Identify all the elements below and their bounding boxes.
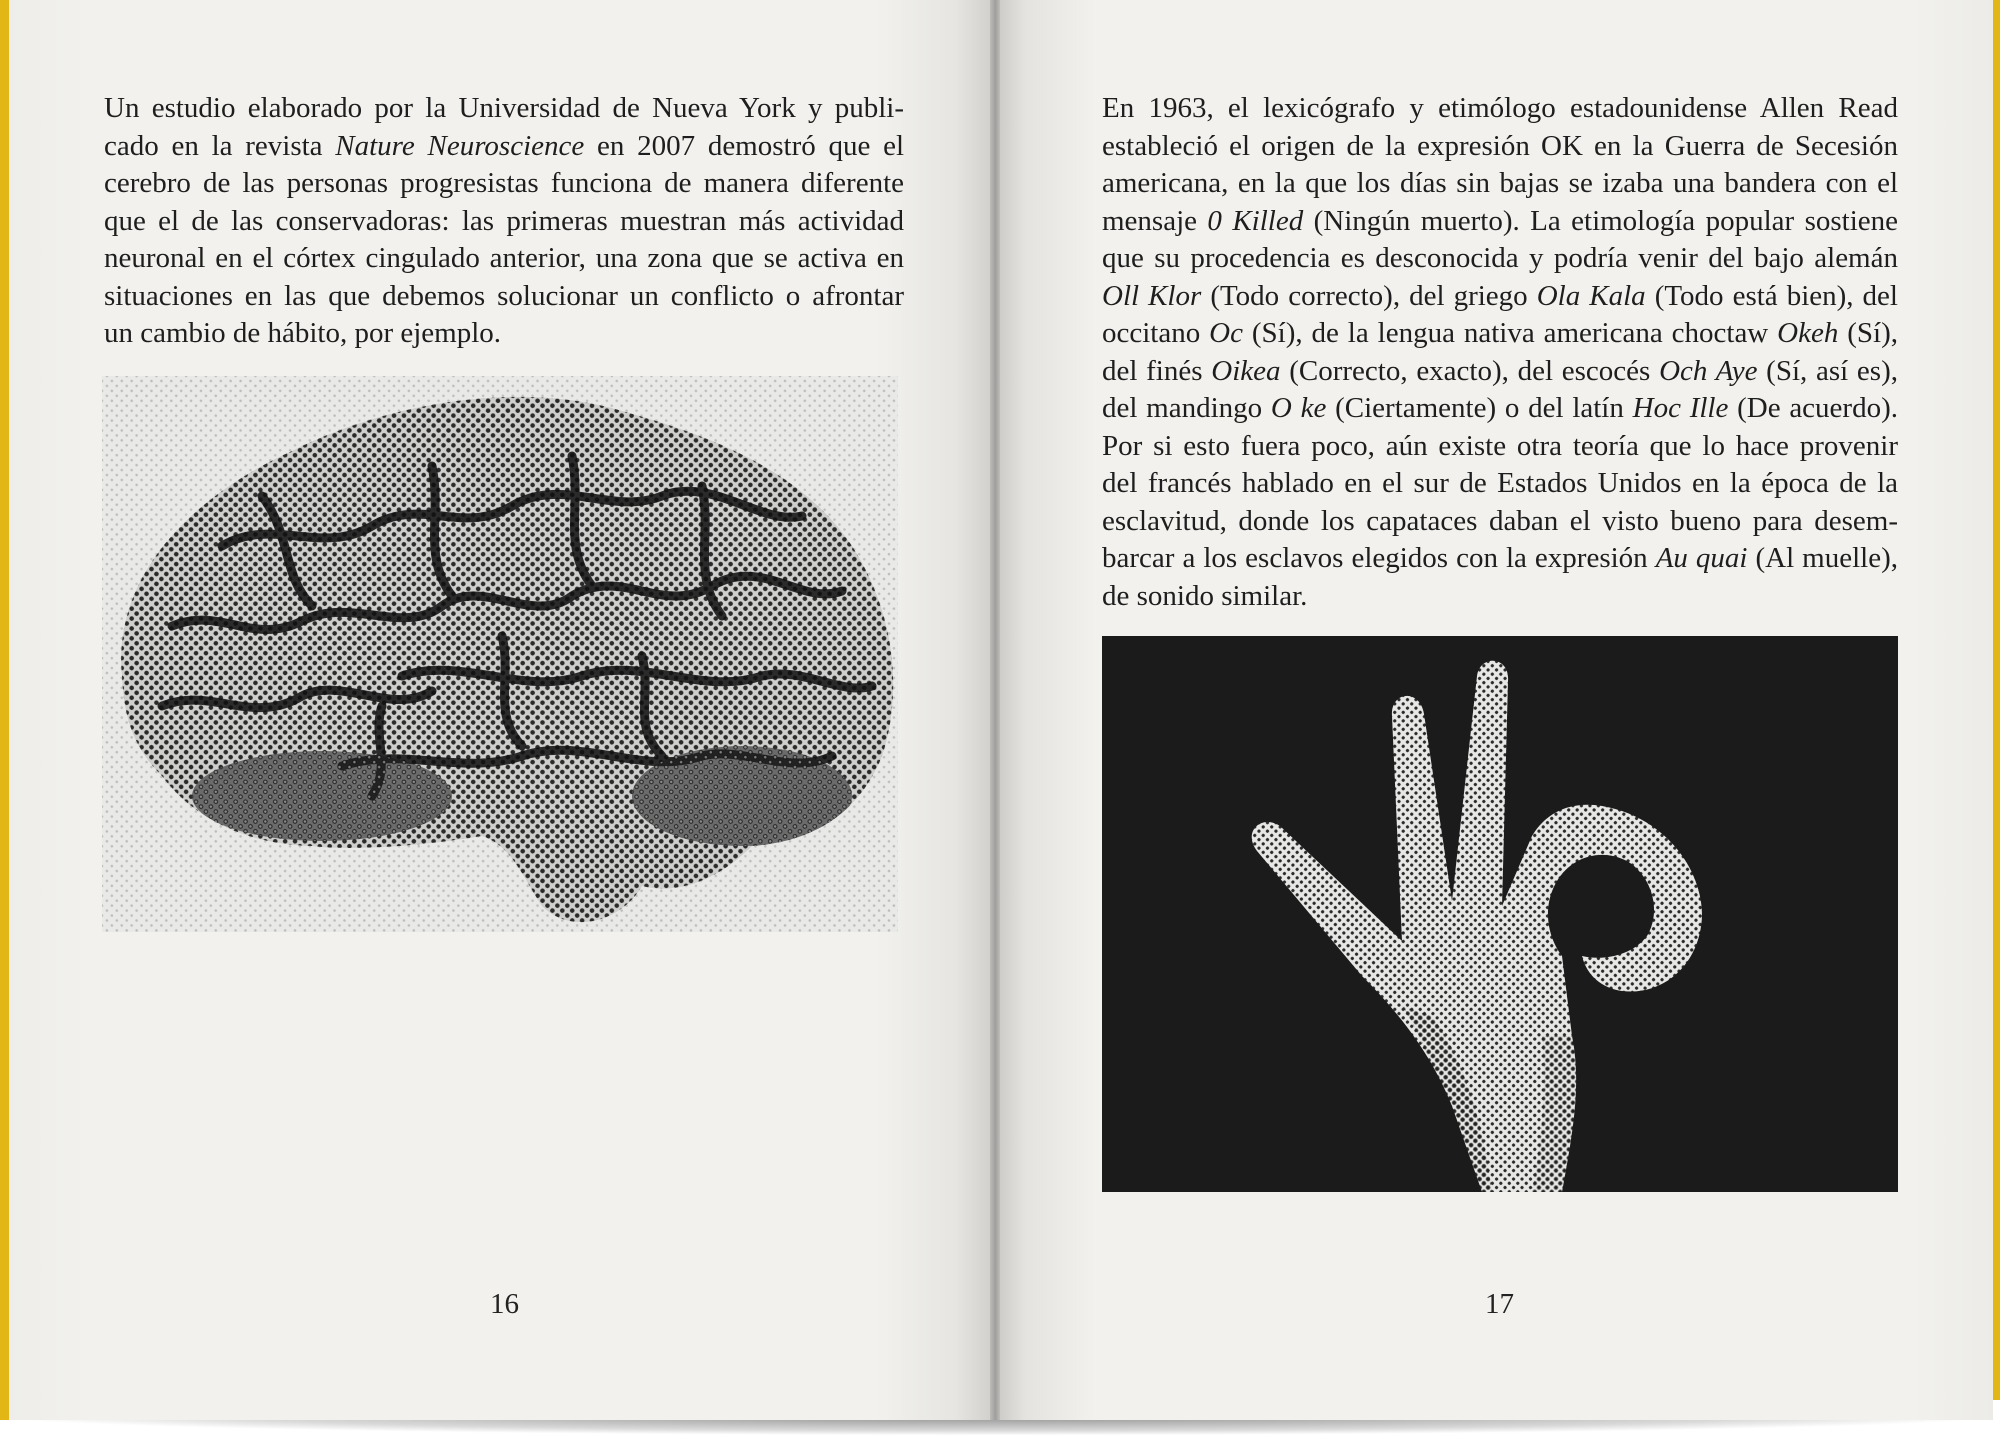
text-line: que el de las conservadoras: las primeras muestran más actividad xyxy=(104,204,904,237)
italic-term: Hoc Ille xyxy=(1632,392,1729,424)
text-line: de sonido similar. xyxy=(1102,579,1308,612)
text-line: cado en la revista Nature Neuroscience en 2007 demostró que el xyxy=(104,129,905,162)
text-line: cerebro de las personas progresistas funciona de manera diferente xyxy=(104,167,904,199)
italic-term: Oikea xyxy=(1211,354,1281,387)
book-edge-left xyxy=(0,0,9,1420)
text-line: situaciones en las que debemos solucionar un conflicto o afrontar xyxy=(104,279,904,312)
book-edge-right xyxy=(1993,0,2000,1400)
page-number-left: 16 xyxy=(490,1288,519,1320)
left-page-paragraph xyxy=(104,90,904,353)
text-line: del finés Oikea (Correcto, exacto), del escocés Och Aye (Sí, así es), xyxy=(1102,354,1898,387)
text-line: occitano Oc (Sí), de la lengua nativa americana choctaw Okeh (Sí), xyxy=(1102,317,1899,349)
book-gutter xyxy=(990,0,1000,1420)
text-line: Oll Klor (Todo correcto), del griego Ola Kala (Todo está bien), del xyxy=(1102,279,1898,312)
text-line: estableció el origen de la expresión OK en la Guerra de Secesión xyxy=(1102,129,1898,162)
brain-halftone-illustration xyxy=(102,376,898,932)
italic-term: Oc xyxy=(1209,317,1243,349)
italic-term: Ola Kala xyxy=(1536,279,1646,312)
text-line: neuronal en el córtex cingulado anterior, una zona que se activa en xyxy=(104,242,904,274)
text-line: del francés hablado en el sur de Estados Unidos en la época de la xyxy=(1102,467,1898,499)
italic-term: Och Aye xyxy=(1659,354,1758,387)
text-line: Por si esto fuera poco, aún existe otra teoría que lo hace provenir xyxy=(1102,429,1898,462)
text-line: En 1963, el lexicógrafo y etimólogo estadounidense Allen Read xyxy=(1102,92,1898,124)
italic-term: Oll Klor xyxy=(1102,279,1202,312)
text-line: barcar a los esclavos elegidos con la expresión Au quai (Al muelle), xyxy=(1102,542,1898,574)
italic-term: O ke xyxy=(1270,392,1327,424)
text-line: que su procedencia es desconocida y podría venir del bajo alemán xyxy=(1102,242,1898,274)
text-line: un cambio de hábito, por ejemplo. xyxy=(104,317,502,349)
italic-term: Nature Neuroscience xyxy=(335,129,585,162)
page-number-right: 17 xyxy=(1485,1288,1514,1320)
italic-term: Okeh xyxy=(1777,317,1839,349)
text-line: del mandingo O ke (Ciertamente) o del latín Hoc Ille (De acuerdo). xyxy=(1102,392,1898,424)
text-line: mensaje 0 Killed (Ningún muerto). La etimología popular sostiene xyxy=(1102,204,1898,237)
right-page-paragraph xyxy=(1102,90,1898,615)
text-line: americana, en la que los días sin bajas se izaba una bandera con el xyxy=(1102,167,1898,199)
ok-hand-gesture-halftone-photo xyxy=(1102,636,1898,1192)
text-line: Un estudio elaborado por la Universidad de Nueva York y publi- xyxy=(104,92,904,124)
italic-term: Au quai xyxy=(1655,542,1748,574)
text-line: esclavitud, donde los capataces daban el visto bueno para desem- xyxy=(1102,504,1898,537)
italic-term: 0 Killed xyxy=(1207,204,1304,237)
